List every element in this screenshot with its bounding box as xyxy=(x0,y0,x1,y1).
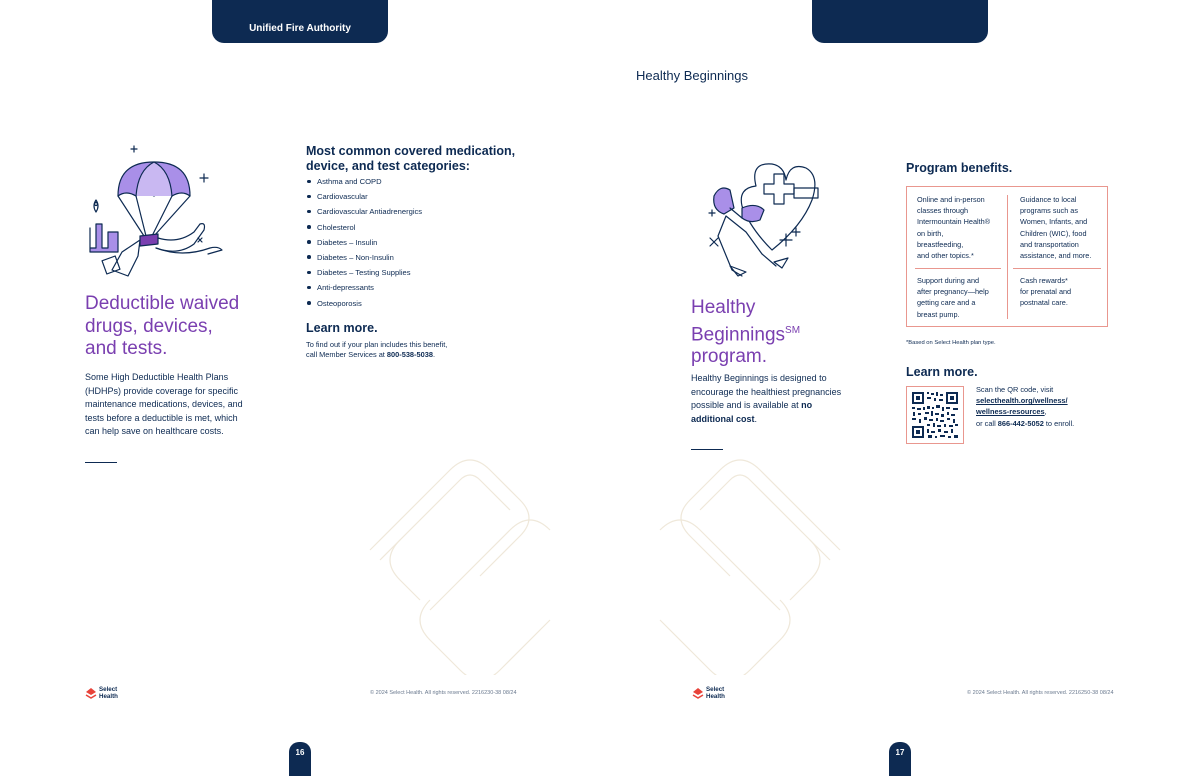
benefit-line: classes through xyxy=(917,206,969,216)
categories-title-line: Most common covered medication, xyxy=(306,144,516,158)
benefits-box xyxy=(906,186,1108,327)
category-item: Cholesterol xyxy=(306,220,422,235)
enroll-phone[interactable]: 866-442-5052 xyxy=(997,418,1044,428)
benefit-line: Guidance to local xyxy=(1020,195,1077,204)
right-body-text xyxy=(691,372,841,426)
benefit-line: Women, Infants, and xyxy=(1020,217,1088,227)
copyright-left: © 2024 Select Health. All rights reserved. 2216230-38 08/24 xyxy=(370,690,517,696)
benefit-line: getting care and a xyxy=(917,298,976,308)
right-heading-line: Healthy xyxy=(691,297,756,318)
parachute-illustration xyxy=(82,140,232,280)
benefit-line: Intermountain Health® xyxy=(917,217,991,227)
body-fragment: possible and is available at xyxy=(691,400,802,411)
body-line: (HDHPs) provide coverage for specific xyxy=(85,385,239,396)
wellness-url-link[interactable]: selecthealth.org/wellness/ xyxy=(976,396,1068,406)
benefit-line: Children (WIC), food xyxy=(1020,228,1087,238)
logo-mark-icon xyxy=(692,687,704,699)
program-benefits-title: Program benefits. xyxy=(906,161,1013,175)
category-item: Osteoporosis xyxy=(306,296,422,311)
category-item: Cardiovascular xyxy=(306,189,422,204)
category-item: Diabetes – Insulin xyxy=(306,235,422,250)
benefit-line: assistance, and more. xyxy=(1020,251,1092,261)
left-heading-line: and tests. xyxy=(85,338,168,359)
left-heading-line: drugs, devices, xyxy=(85,315,213,337)
qr-code[interactable] xyxy=(906,386,964,444)
categories-title-line: device, and test categories: xyxy=(306,159,470,173)
footnote: *Based on Select Health plan type. xyxy=(906,340,996,346)
logo-text: Select xyxy=(706,686,725,693)
watermark-graphic-left xyxy=(360,450,560,675)
period: . xyxy=(754,413,758,424)
benefit-line: postnatal care. xyxy=(1020,298,1068,308)
right-heading xyxy=(691,297,800,369)
call-prefix: call Member Services at xyxy=(306,350,387,360)
copyright-right: © 2024 Select Health. All rights reserved. 2216250-38 08/24 xyxy=(967,690,1114,696)
category-item: Diabetes – Non-Insulin xyxy=(306,250,422,265)
benefit-line: and transportation xyxy=(1020,239,1079,249)
learn-more-heading-left: Learn more. xyxy=(306,321,378,335)
header-tab-right xyxy=(812,0,988,43)
benefit-line: programs such as xyxy=(1020,206,1078,216)
call-prefix: or call xyxy=(976,418,998,428)
body-bold: additional cost xyxy=(691,413,755,424)
benefit-support xyxy=(917,275,989,320)
benefit-line: Support during and xyxy=(917,276,980,285)
body-line xyxy=(691,413,841,427)
body-line: maintenance medications, devices, and xyxy=(85,399,243,410)
benefit-line: after pregnancy—help xyxy=(917,287,989,297)
learn-more-line: To find out if your plan includes this benefit, xyxy=(306,340,448,349)
service-mark: SM xyxy=(785,324,801,336)
category-item: Anti-depressants xyxy=(306,280,422,295)
body-line xyxy=(691,399,841,413)
benefits-horizontal-divider xyxy=(1013,268,1101,269)
header-tab-left xyxy=(212,0,388,43)
qr-line xyxy=(976,406,1074,417)
category-item: Asthma and COPD xyxy=(306,174,422,189)
benefit-line: Online and in-person xyxy=(917,195,985,204)
logo-text: Health xyxy=(706,692,725,700)
body-line: can help save on healthcare costs. xyxy=(85,426,224,437)
body-line: encourage the healthiest pregnancies xyxy=(691,386,842,397)
learn-more-line xyxy=(306,350,447,360)
body-line: Some High Deductible Health Plans xyxy=(85,372,229,382)
wellness-url-link[interactable]: wellness-resources xyxy=(976,407,1045,417)
left-divider xyxy=(85,462,117,463)
page-number-17: 17 xyxy=(889,742,911,776)
benefit-line: on birth, xyxy=(917,228,944,238)
comma: , xyxy=(1044,407,1047,417)
categories-title xyxy=(306,144,515,174)
right-heading-line xyxy=(691,320,800,347)
member-services-phone[interactable]: 800-538-5038 xyxy=(386,350,433,360)
call-suffix: to enroll. xyxy=(1043,418,1075,428)
body-line: Healthy Beginnings is designed to xyxy=(691,373,827,383)
benefit-line: breast pump. xyxy=(917,309,960,319)
left-heading-line: Deductible waived xyxy=(85,293,240,314)
qr-line xyxy=(976,418,1074,429)
left-body-text xyxy=(85,371,243,439)
benefit-line: and other topics.* xyxy=(917,251,974,261)
page-number-16: 16 xyxy=(289,742,311,776)
program-name: Beginnings xyxy=(691,323,786,345)
watermark-graphic-right xyxy=(650,450,850,675)
benefits-vertical-divider xyxy=(1007,195,1008,319)
qr-line: Scan the QR code, visit xyxy=(976,385,1054,394)
page-title: Healthy Beginnings xyxy=(636,68,749,83)
organization-name: Unified Fire Authority xyxy=(249,23,351,34)
benefits-horizontal-divider xyxy=(915,268,1001,269)
benefit-guidance xyxy=(1020,194,1091,261)
learn-more-heading-right: Learn more. xyxy=(906,365,978,379)
logo-text: Health xyxy=(99,692,118,700)
right-heading-line: program. xyxy=(691,346,768,368)
benefit-classes xyxy=(917,194,990,261)
healthy-beginnings-illustration xyxy=(690,158,820,284)
qr-code-icon xyxy=(907,387,963,443)
qr-instructions xyxy=(976,384,1074,429)
logo-mark-icon xyxy=(85,687,97,699)
period: . xyxy=(432,350,436,360)
learn-more-text-left xyxy=(306,340,447,360)
body-bold: no xyxy=(801,400,813,411)
benefit-cash-rewards xyxy=(1020,275,1071,309)
body-line: tests before a deductible is met, which xyxy=(85,412,238,423)
qr-line xyxy=(976,395,1074,406)
left-heading xyxy=(85,293,239,361)
category-item: Diabetes – Testing Supplies xyxy=(306,265,422,280)
benefit-line: breastfeeding, xyxy=(917,239,964,249)
categories-list xyxy=(306,174,422,311)
logo-text: Select xyxy=(99,686,118,693)
benefit-line: for prenatal and xyxy=(1020,287,1072,297)
benefit-line: Cash rewards* xyxy=(1020,276,1068,285)
category-item: Cardiovascular Antiadrenergics xyxy=(306,204,422,219)
